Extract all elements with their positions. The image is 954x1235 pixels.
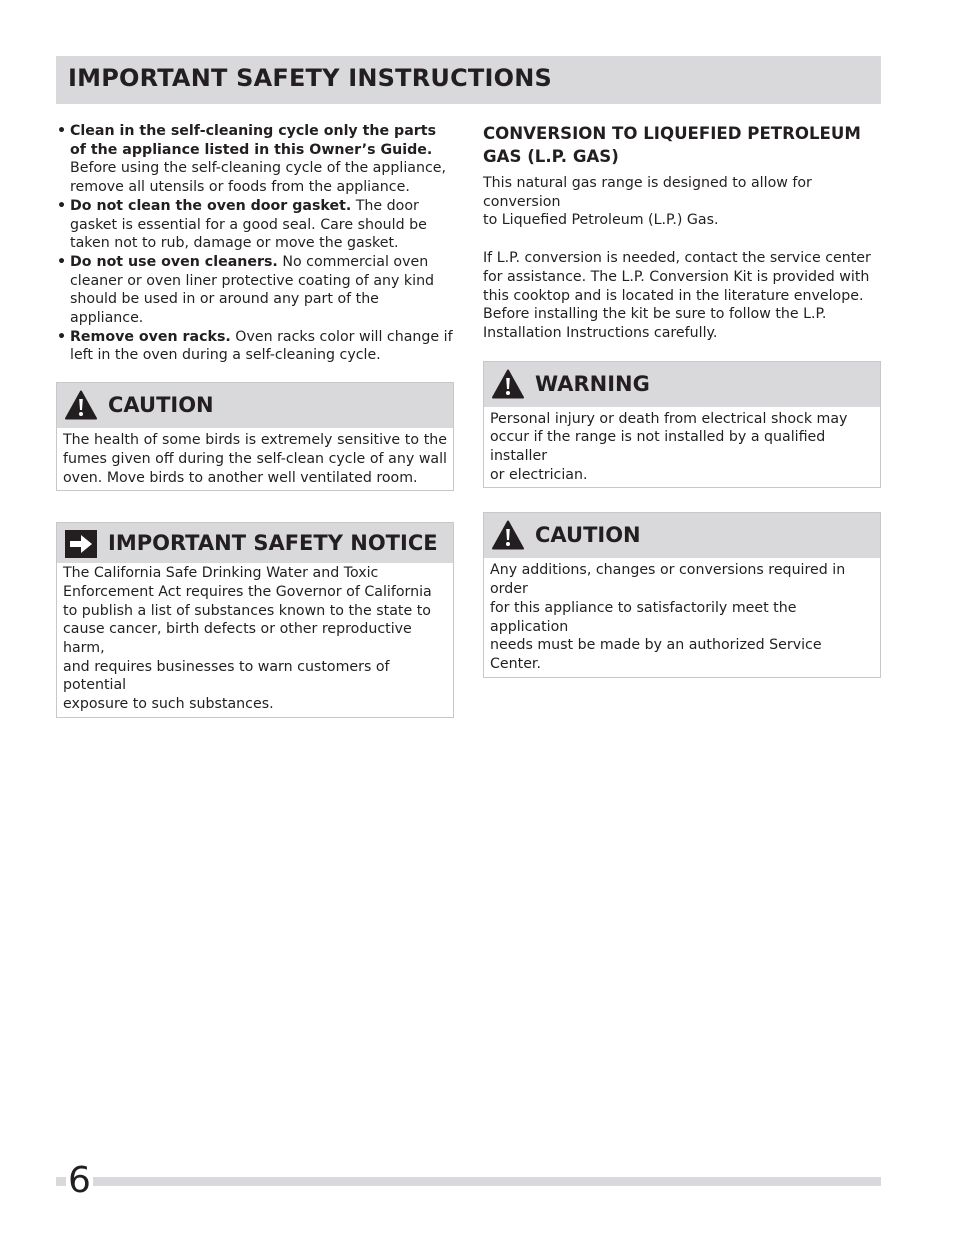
warning-triangle-icon (492, 369, 524, 399)
list-item: • Do not clean the oven door gasket. The door gasket is essential for a good seal. Care should be taken not to rub, damage or move the gasket. (57, 197, 427, 252)
arrow-right-icon (65, 529, 97, 559)
caution-title: CAUTION (108, 393, 214, 418)
page-title: IMPORTANT SAFETY INSTRUCTIONS (68, 64, 552, 92)
caution-box-conversion (483, 512, 881, 677)
list-item: • Clean in the self-cleaning cycle only the parts of the appliance listed in this Owner’s Guide. Before using the self-cleaning cycle of the appliance, remove all utensils or foods from the appliance. (57, 123, 446, 196)
caution-body: Any additions, changes or conversions required in order for this appliance to satisfactorily meet the application needs must be made by an authorized Service Center. (490, 562, 846, 672)
self-clean-bullet-list (57, 122, 454, 365)
page-number: 6 (68, 1160, 91, 1201)
warning-title: WARNING (535, 371, 650, 396)
list-item: • Remove oven racks. Oven racks color will change if left in the oven during a self-cleaning cycle. (57, 328, 453, 364)
lp-conversion-paragraph: This natural gas range is designed to allow for conversion to Liquefied Petroleum (L.P.) Gas. (483, 175, 812, 229)
warning-triangle-icon (492, 520, 524, 550)
footer-bar (56, 1177, 881, 1186)
safety-notice-body: The California Safe Drinking Water and Toxic Enforcement Act requires the Governor of California to publish a list of substances known to the state to cause cancer, birth defects or other reproductive harm, and requires businesses to warn customers of potential exposure to such substances. (63, 565, 432, 713)
safety-notice-title: IMPORTANT SAFETY NOTICE (108, 531, 438, 556)
list-item: • Do not use oven cleaners. No commercial oven cleaner or oven liner protective coating of any kind should be used in or around any part of the appliance. (57, 253, 435, 327)
warning-box (483, 361, 881, 489)
caution-title: CAUTION (535, 523, 641, 548)
lp-conversion-title: CONVERSION TO LIQUEFIED PETROLEUM GAS (L.P. GAS) (483, 124, 861, 166)
warning-body: Personal injury or death from electrical shock may occur if the range is not installed by a qualified installer or electrician. (490, 410, 848, 483)
safety-notice-box (56, 522, 454, 718)
caution-header (57, 383, 453, 428)
lp-service-paragraph: If L.P. conversion is needed, contact the service center for assistance. The L.P. Conversion Kit is provided with this cooktop and is located in the literature envelope. Before installing the kit be sure to follow the L.P. Installation Instructions carefully. (483, 250, 871, 341)
warning-triangle-icon (65, 390, 97, 420)
caution-body: The health of some birds is extremely sensitive to the fumes given off during the self-clean cycle of any wall oven. Move birds to another well ventilated room. (63, 432, 447, 486)
left-column (56, 122, 454, 718)
caution-box-birds (56, 382, 454, 491)
caution-header (484, 513, 880, 558)
safety-notice-header (57, 523, 453, 563)
warning-header (484, 362, 880, 407)
right-column (483, 122, 881, 678)
header-bar (56, 56, 881, 104)
